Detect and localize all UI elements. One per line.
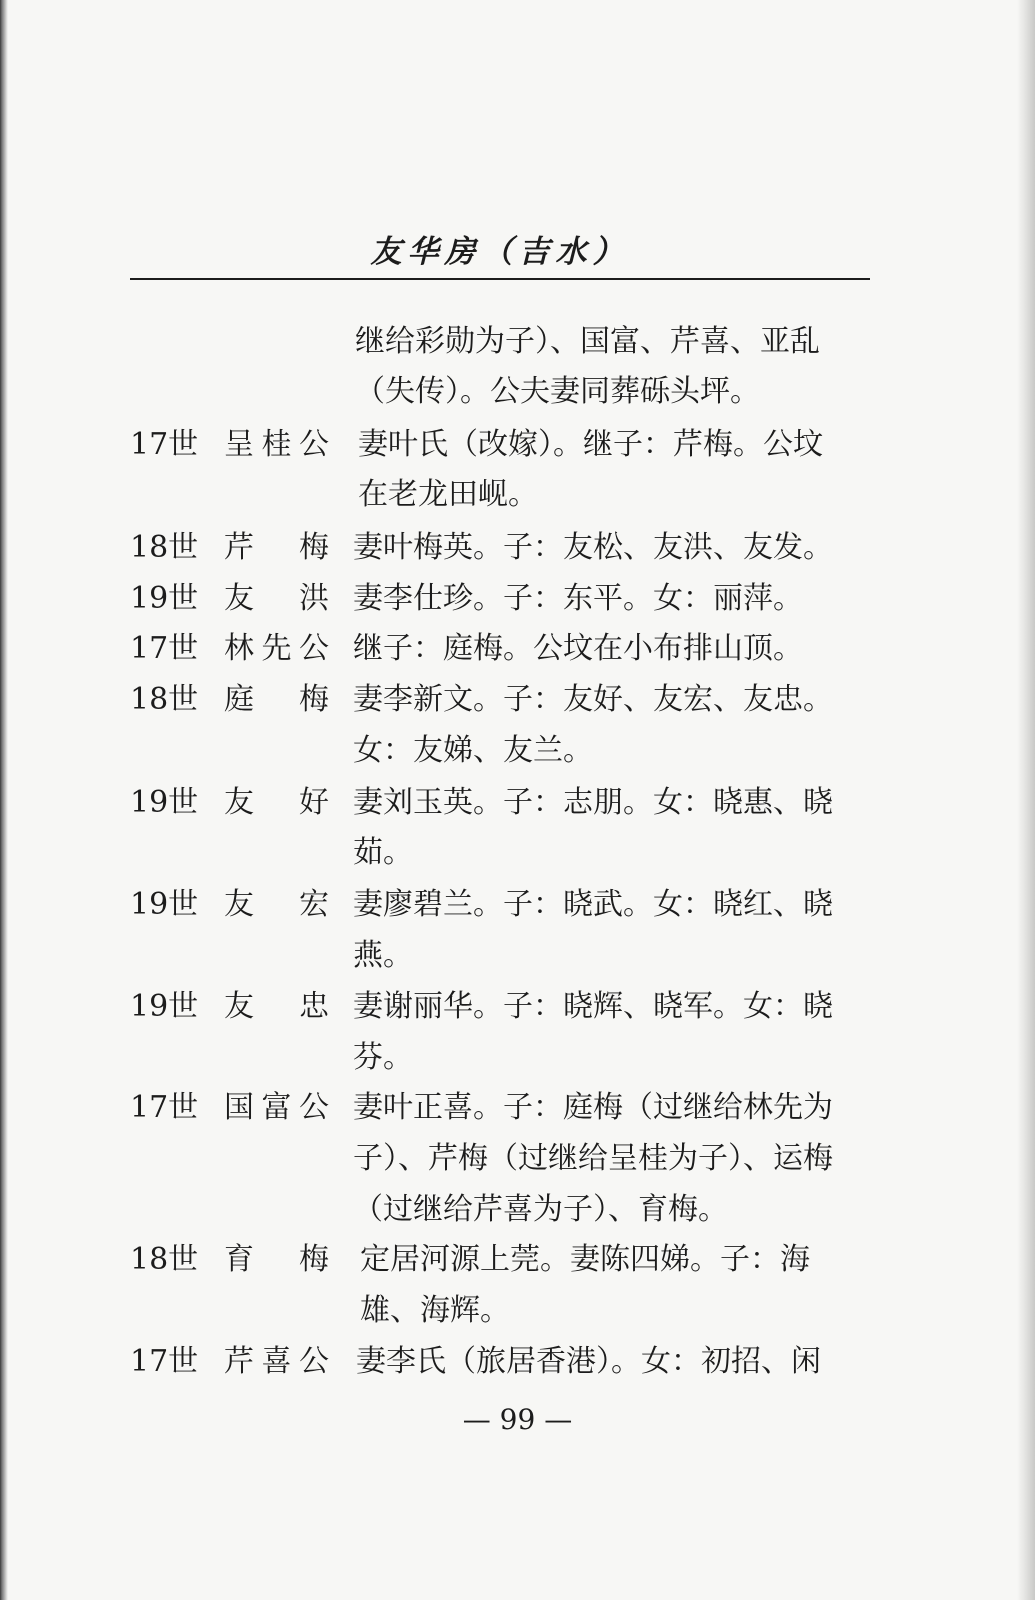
person-name: 芹喜公 bbox=[224, 1344, 329, 1379]
page-header-title: 友华房（吉水） bbox=[370, 234, 630, 270]
person-name: 友忠 bbox=[224, 989, 329, 1024]
text-line: 女：友娣、友兰。 bbox=[353, 733, 593, 768]
generation-label: 18世 bbox=[130, 1242, 199, 1277]
text-line: 妻李氏（旅居香港）。女：初招、闲 bbox=[356, 1344, 821, 1379]
page-number: — 99 — bbox=[462, 1403, 573, 1436]
text-line: 子）、芹梅（过继给呈桂为子）、运梅 bbox=[353, 1141, 833, 1176]
text-line: 定居河源上莞。妻陈四娣。子：海 bbox=[360, 1242, 810, 1277]
person-name: 国富公 bbox=[224, 1090, 329, 1125]
text-line: 妻叶正喜。子：庭梅（过继给林先为 bbox=[353, 1090, 833, 1125]
text-line: 妻刘玉英。子：志朋。女：晓惠、晓 bbox=[353, 785, 833, 820]
text-line: 妻叶梅英。子：友松、友洪、友发。 bbox=[353, 530, 833, 565]
generation-label: 17世 bbox=[130, 631, 199, 666]
text-line: 继给彩勋为子）、国富、芹喜、亚乱 bbox=[355, 324, 820, 359]
generation-label: 19世 bbox=[130, 785, 199, 820]
person-name: 庭梅 bbox=[224, 682, 329, 717]
generation-label: 19世 bbox=[130, 581, 199, 616]
person-name: 芹梅 bbox=[224, 530, 329, 565]
text-line: （过继给芹喜为子）、育梅。 bbox=[353, 1192, 728, 1227]
generation-label: 18世 bbox=[130, 682, 199, 717]
generation-label: 19世 bbox=[130, 887, 199, 922]
text-line: 妻廖碧兰。子：晓武。女：晓红、晓 bbox=[353, 887, 833, 922]
person-name: 呈桂公 bbox=[224, 427, 329, 462]
text-line: 妻李仕珍。子：东平。女：丽萍。 bbox=[353, 581, 803, 616]
person-name: 友洪 bbox=[224, 581, 329, 616]
text-line: 妻叶氏（改嫁）。继子：芹梅。公坟 bbox=[358, 427, 823, 462]
text-line: 燕。 bbox=[353, 938, 413, 973]
generation-label: 19世 bbox=[130, 989, 199, 1024]
text-line: 茹。 bbox=[353, 835, 413, 870]
text-line: 妻谢丽华。子：晓辉、晓军。女：晓 bbox=[353, 989, 833, 1024]
text-line: 雄、海辉。 bbox=[360, 1293, 510, 1328]
person-name: 友好 bbox=[224, 785, 329, 820]
generation-label: 17世 bbox=[130, 1344, 199, 1379]
text-line: 芬。 bbox=[353, 1040, 413, 1075]
text-line: 妻李新文。子：友好、友宏、友忠。 bbox=[353, 682, 833, 717]
person-name: 育梅 bbox=[224, 1242, 329, 1277]
person-name: 林先公 bbox=[224, 631, 329, 666]
generation-label: 18世 bbox=[130, 530, 199, 565]
text-line: 继子：庭梅。公坟在小布排山顶。 bbox=[353, 631, 803, 666]
generation-label: 17世 bbox=[130, 427, 199, 462]
text-line: （失传）。公夫妻同葬砾头坪。 bbox=[355, 374, 760, 409]
person-name: 友宏 bbox=[224, 887, 329, 922]
text-line: 在老龙田岘。 bbox=[358, 477, 538, 512]
generation-label: 17世 bbox=[130, 1090, 199, 1125]
